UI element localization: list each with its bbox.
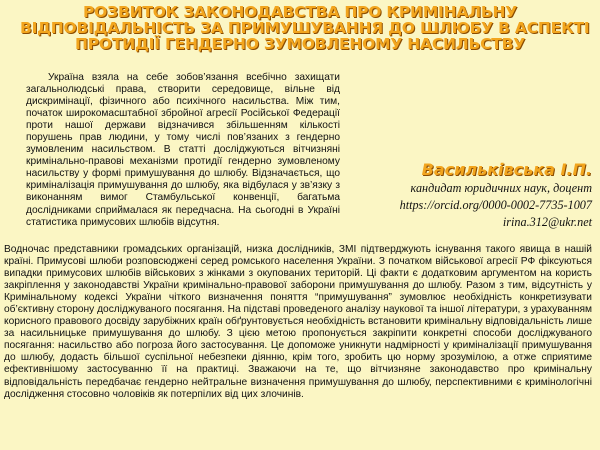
title-line-2: ВІДПОВІДАЛЬНІСТЬ ЗА ПРИМУШУВАННЯ ДО ШЛЮБУ В АСПЕКТІ <box>20 19 590 37</box>
author-orcid-link[interactable]: https://orcid.org/0000-0002-7735-1007 <box>399 198 592 212</box>
author-degree: кандидат юридичних наук, доцент <box>410 181 592 195</box>
abstract-paragraph-2: Водночас представники громадських організацій, низка дослідників, ЗМІ підтверджують існування такого явища в нашій країні. Примусові шлюби розповсюджені серед ромського населення України. З початком військової агресії РФ фіксуються випадки примусових шлюбів військових з жінками з окупованих територій. Ці факти є додатковим аргументом на користь закріплення у законодавстві України кримінально-правової заборони примушування до шлюбу. Разом з тим, відсутність у Кримінальному кодексі України чіткого визначення поняття “примушування” зумовлює необхідність конкретизувати об’єктивну сторону досліджуваного посягання. На підставі проведеного аналізу наукової та іншої літератури, з урахуванням корисного правового досвіду зарубіжних країн обґрунтовується необхідність встановити кримінальну відповідальність лише за насильницьке примушування до шлюбу. З цією метою пропонується закріпити конкретні способи досліджуваного посягання: насильство або погроза його застосування. Це допоможе уникнути надмірності у криміналізації примушування до шлюбу, додасть більшої суспільної небезпеки діянню, крім того, зробить цю норму зрозумілою, а отже сприятиме ефективнішому застосуванню її на практиці. Зважаючи на те, що вітчизняне законодавство про кримінальну відповідальність передбачає гендерно нейтральне визначення примушування до шлюбу, перспективними є кримінологічні дослідження стосовно чоловіків як потерпілих від цих злочинів. <box>4 244 592 400</box>
abstract-paragraph-1: Україна взяла на себе зобов’язання всебічно захищати загальнолюдські права, створити середовище, вільне від дискримінації, фізичного або психічного насильства. Між тим, початок широкомасштабної збройної агресії Російської Федерації проти нашої держави відзначився збільшенням кількості порушень прав людини, у тому числі пов’язаних з гендерно зумовленим насильством. В статті досліджуються вітчизняні кримінально-правові механізми протидії гендерно зумовленому насильству у формі примушування до шлюбу. Відзначається, що криміналізація примушування до шлюбу, яка відбулася у зв’язку з виконанням вимог Стамбульської конвенції, багатьма дослідниками сприймалася як передчасна. На сьогодні в Україні статистика примусових шлюбів відсутня. <box>26 72 340 228</box>
title-line-3: ПРОТИДІЇ ГЕНДЕРНО ЗУМОВЛЕНОМУ НАСИЛЬСТВУ <box>75 35 525 53</box>
article-title <box>20 3 590 53</box>
author-name: Васильківська І.П. <box>421 160 592 179</box>
author-email-link[interactable]: irina.312@ukr.net <box>502 215 592 229</box>
author-block <box>352 160 592 231</box>
title-line-1: РОЗВИТОК ЗАКОНОДАВСТВА ПРО КРИМІНАЛЬНУ <box>83 3 517 21</box>
